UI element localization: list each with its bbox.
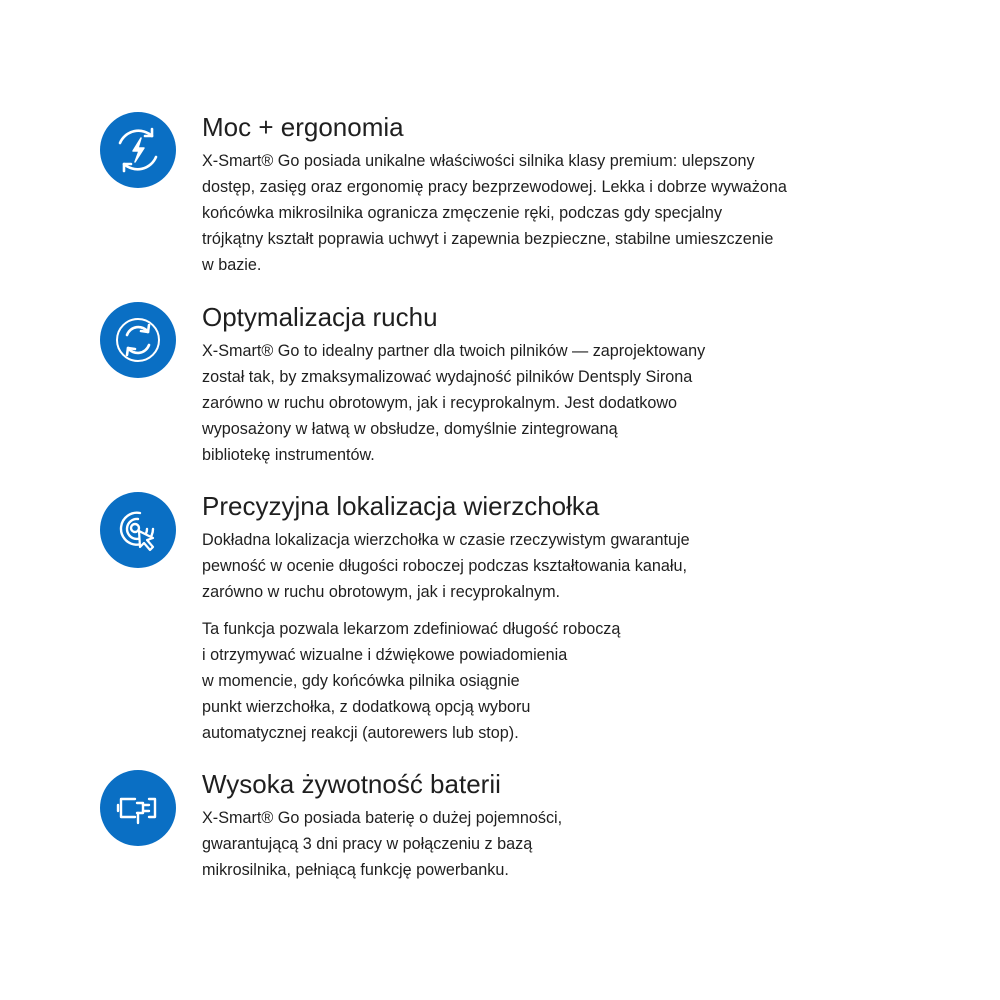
- text-line: zarówno w ruchu obrotowym, jak i recyprokalnym.: [202, 583, 561, 601]
- feature-title: Optymalizacja ruchu: [202, 302, 438, 332]
- text-line: w momencie, gdy końcówka pilnika osiągnie: [202, 672, 520, 690]
- rotation-arrows-icon: [100, 302, 176, 378]
- text-line: X-Smart® Go to idealny partner dla twoich pilników — zaprojektowany: [202, 342, 706, 360]
- text-line: X-Smart® Go posiada unikalne właściwości silnika klasy premium: ulepszony: [202, 152, 755, 170]
- feature-title: Moc + ergonomia: [202, 112, 404, 142]
- text-line: bibliotekę instrumentów.: [202, 446, 375, 464]
- text-line: w bazie.: [202, 256, 262, 274]
- lightning-cycle-icon: [100, 112, 176, 188]
- text-line: Ta funkcja pozwala lekarzom zdefiniować długość roboczą: [202, 620, 621, 638]
- text-line: zarówno w ruchu obrotowym, jak i recyprokalnym. Jest dodatkowo: [202, 394, 678, 412]
- feature-title: Precyzyjna lokalizacja wierzchołka: [202, 491, 600, 521]
- text-line: i otrzymywać wizualne i dźwiękowe powiadomienia: [202, 646, 568, 664]
- feature-description: [202, 148, 912, 278]
- text-line: wyposażony w łatwą w obsłudze, domyślnie zintegrowaną: [202, 420, 618, 438]
- text-line: końcówka mikrosilnika ogranicza zmęczenie ręki, podczas gdy specjalny: [202, 204, 723, 222]
- target-cursor-icon: [100, 492, 176, 568]
- text-line: pewność w ocenie długości roboczej podczas kształtowania kanału,: [202, 557, 688, 575]
- feature-description: [202, 527, 912, 605]
- text-line: trójkątny kształt poprawia uchwyt i zapewnia bezpieczne, stabilne umieszczenie: [202, 230, 774, 248]
- feature-description: [202, 616, 912, 746]
- feature-description: [202, 805, 912, 883]
- text-line: punkt wierzchołka, z dodatkową opcją wyboru: [202, 698, 531, 716]
- text-line: automatycznej reakcji (autorewers lub stop).: [202, 724, 519, 742]
- text-line: został tak, by zmaksymalizować wydajność pilników Dentsply Sirona: [202, 368, 693, 386]
- text-line: X-Smart® Go posiada baterię o dużej pojemności,: [202, 809, 563, 827]
- feature-description: [202, 338, 912, 468]
- text-line: gwarantującą 3 dni pracy w połączeniu z bazą: [202, 835, 533, 853]
- feature-title: Wysoka żywotność baterii: [202, 769, 501, 799]
- text-line: dostęp, zasięg oraz ergonomię pracy bezprzewodowej. Lekka i dobrze wyważona: [202, 178, 787, 196]
- text-line: mikrosilnika, pełniącą funkcję powerbanku.: [202, 861, 509, 879]
- text-line: Dokładna lokalizacja wierzchołka w czasie rzeczywistym gwarantuje: [202, 531, 690, 549]
- battery-plug-icon: [100, 770, 176, 846]
